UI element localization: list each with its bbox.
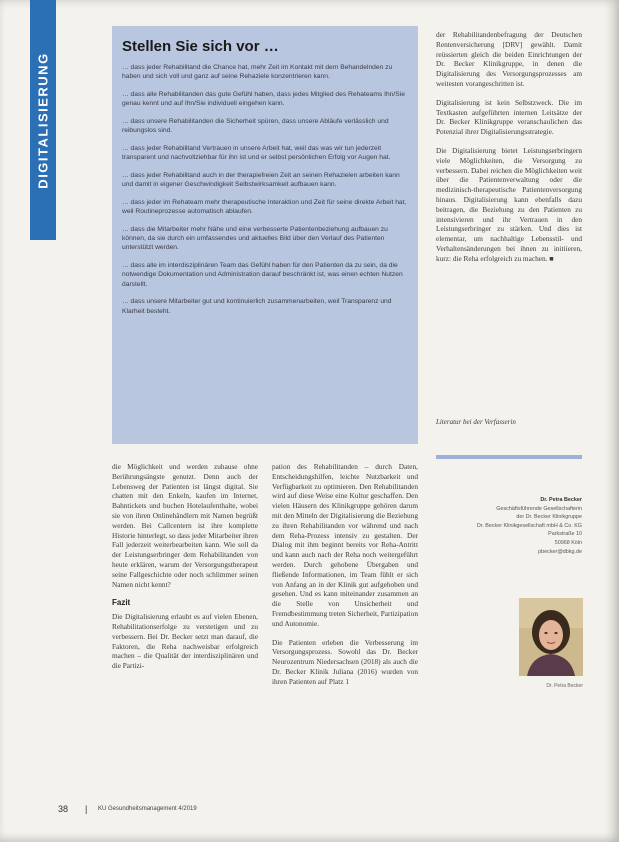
- publication-title: KU Gesundheitsmanagement 4/2019: [98, 806, 197, 812]
- body-paragraph: Die Digitalisierung erlaubt es auf vielen Ebenen, Rehabilitationserfolge zu verstetigen und zu verbessern. Bei Dr. Becker setzt man darauf, die Faktoren, die Reha nachweisbar erfolgreich machen – die Qualität der interdisziplinären und die Partizi-: [112, 612, 258, 671]
- infobox-item: … dass die Mitarbeiter mehr Nähe und eine verbesserte Patientenbeziehung aufbauen zu können, da sie durch ein umfassendes und aktuelles Bild über den Verlauf des Patienten unterstützt werden.: [122, 226, 388, 252]
- photo-caption: Dr. Petra Becker: [546, 683, 583, 689]
- page-number: 38: [58, 804, 69, 814]
- contact-line: Geschäftsführende Gesellschafterin: [496, 505, 582, 512]
- fazit-heading: Fazit: [112, 598, 131, 608]
- contact-line: der Dr. Becker Klinikgruppe: [516, 514, 582, 521]
- author-photo: [519, 598, 583, 676]
- body-paragraph: die Möglichkeit und werden zuhause ohne Berührungsängste genutzt. Denn auch der Lebensweg der Patienten ist längst digital. Sie chatten mit den Enkeln, kaufen im Internet, Bahntickets und buchen Hotelaufenthalte, wobei sie von ihren Onlinehändlern mit Namen begrüßt werden. Bei Callcentern ist ihre komplette Historie hinterlegt, so dass jeder Mitarbeiter ihren Fall jederzeit weiterbearbeiten kann. Wie soll da der Leistungserbringer dem Rehabilitanden von heute erklären, warum der Versorgungstherapeut seine Fallgeschichte oder noch schlimmer seinen Namen nicht kennt?: [112, 462, 258, 589]
- footer-separator: |: [85, 804, 88, 814]
- body-paragraph: der Rehabilitandenbefragung der Deutschen Rentenversicherung [DRV] gewählt. Damit reüssierten gleich die beiden Einrichtungen der Dr. Becker Klinikgruppe, in denen die Digitalisierung des Versorgungsprozesses am weitesten vorangeschritten ist.: [436, 30, 582, 88]
- infobox-item: … dass jeder im Rehateam mehr therapeutische Interaktion und Zeit für seine direkte Arbeit hat, weil Routineprozesse automatisch ablaufen.: [122, 199, 407, 216]
- body-column-middle: [272, 462, 418, 802]
- author-name: Dr. Petra Becker: [540, 497, 582, 503]
- right-column: [436, 30, 582, 430]
- contact-line: Parkstraße 10: [548, 531, 582, 538]
- body-column-left: [112, 462, 258, 802]
- literature-note: Literatur bei der Verfasserin: [436, 418, 516, 426]
- body-paragraph: Die Patienten erleben die Verbesserung im Versorgungsprozess. Sowohl das Dr. Becker Neurozentrum Niedersachsen (2018) als auch die Dr. Becker Klinik Juliana (2016) wurden von ihren Patienten auf Platz 1: [272, 637, 418, 686]
- author-contact: [436, 496, 582, 556]
- infobox-title: Stellen Sie sich vor …: [122, 38, 279, 55]
- divider: [436, 455, 582, 459]
- infobox-item: … dass unsere Mitarbeiter gut und kontinuierlich zusammenarbeiten, weil Transparenz und Klarheit besteht.: [122, 298, 392, 315]
- infobox-item: … dass alle Rehabilitanden das gute Gefühl haben, dass jedes Mitglied des Rehateams Ihn/Sie genau kennt und auf Ihn/Sie individuell eingehen kann.: [122, 91, 405, 108]
- contact-line: 50968 Köln: [554, 539, 582, 546]
- infobox-item: … dass unsere Rehabilitanden die Sicherheit spüren, dass unsere Abläufe verlässlich und reibungslos sind.: [122, 118, 389, 135]
- infobox: [112, 26, 418, 444]
- body-paragraph: Die Digitalisierung bietet Leistungserbringern viele Möglichkeiten, die Versorgung zu verbessern. Dabei reichen die Möglichkeiten weit über die Patientenverwaltung oder die medizinisch-therapeutische Patientenversorgung hinaus. Digitalisierung kann ebenfalls dazu beitragen, die Beziehung zu den Patienten zu intensivieren und ihr Vertrauen in den Leistungserbringer zu stärken. Und dies ist elementar, um nachhaltige Lebensstil- und Verhaltensänderungen bei ihnen zu initiieren, kurz: die Reha erfolgreich zu machen. ■: [436, 145, 582, 263]
- portrait-image: [519, 598, 583, 676]
- body-paragraph: pation des Rehabilitanden – durch Daten, Entscheidungshilfen, leichte Nutzbarkeit und Verfügbarkeit zu optimieren. Den Rehabilitanden wird auf diese Weise eine Kultur geschaffen. Den vielen Häusern des Klinikgruppe gehören darum mit den Mitteln der Digitalisierung die Beziehung zu ihren Rehabilitanden vor während und nach dem Reha-Prozess intensiv zu gestalten. Der Dialog mit ihm beginnt bereits vor Reha-Antritt und kann auch nach der Reha noch weitergeführt werden. Durch gehobene Übergaben und fließende Informationen, im Team fühlt er sich von Anfang an in der Klinik gut aufgehoben und gesehen. Und es kann miteinander zusammen an die Stelle von Unsicherheit und Fremdbestimmung treten Sicherheit, Partizipation und Autonomie.: [272, 462, 418, 628]
- contact-email[interactable]: pbecker@dbkg.de: [538, 548, 582, 555]
- infobox-item: … dass alle im interdisziplinären Team das Gefühl haben für den Patienten da zu sein, da die notwendige Dokumentation und Administration darauf beschränkt ist, was einen echten Nutzen darstellt.: [122, 262, 403, 288]
- infobox-item: … dass jeder Rehabilitand Vertrauen in unsere Arbeit hat, weil das was wir tun jederzeit transparent und nachvollziehbar für ihn ist und er selbst persönlichen Erfolg vor Augen hat.: [122, 145, 391, 162]
- body-paragraph: Digitalisierung ist kein Selbstzweck. Die im Textkasten aufgeführten internen Leitsätze der Dr. Becker Klinikgruppe veranschaulichen das Potenzial ihrer Digitalisierungsstrategie.: [436, 97, 582, 137]
- infobox-item: … dass jeder Rehabilitand auch in der therapiefreien Zeit an seinen Rehazielen arbeiten kann und damit in eigener Geschwindigkeit Selbstwirksamkeit aufbauen kann.: [122, 172, 400, 189]
- contact-line: Dr. Becker Klinikgesellschaft mbH & Co. KG: [476, 522, 582, 529]
- infobox-item: … dass jeder Rehabilitand die Chance hat, mehr Zeit im Kontakt mit dem Behandelnden zu haben und sich voll und ganz auf seine Rehaziele konzentrieren kann.: [122, 64, 393, 81]
- section-tab-label: DIGITALISIERUNG: [35, 51, 51, 189]
